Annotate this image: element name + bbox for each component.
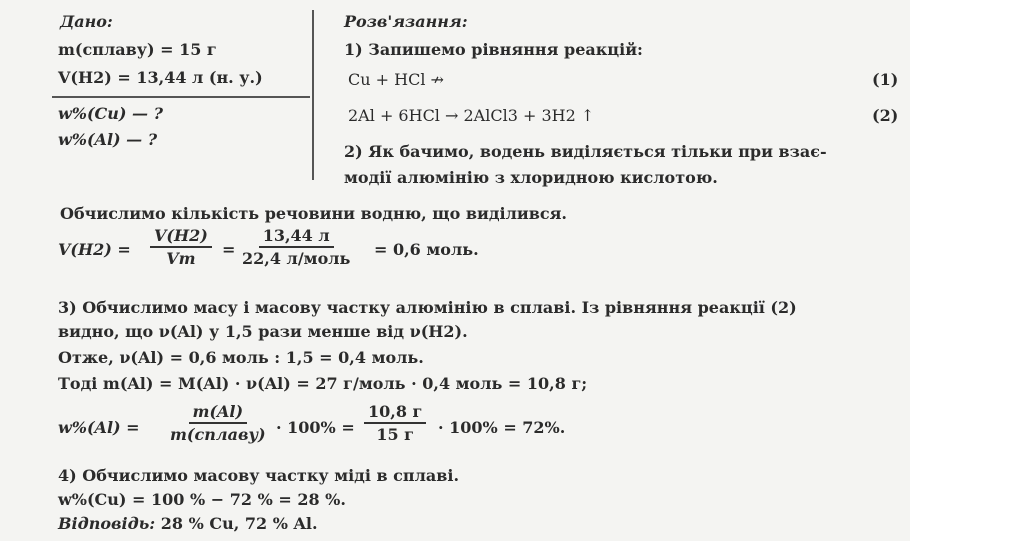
equals-sign: = (222, 240, 236, 259)
mass-fraction-lhs: w%(Al) = (58, 418, 140, 437)
fraction-numerator: m(Al) (189, 402, 248, 424)
fraction-values (238, 226, 354, 268)
answer-label: Відповідь: (58, 514, 156, 533)
fraction-numerator: 10,8 г (364, 402, 426, 424)
step3-line2: видно, що ν(Al) у 1,5 рази менше від ν(H2). (58, 322, 468, 341)
step3-line4: Тоді m(Al) = M(Al) · ν(Al) = 27 г/моль · 0,4 моль = 10,8 г; (58, 374, 588, 393)
fraction-numerator: V(H2) (150, 226, 212, 248)
mass-fraction-mid: · 100% = (276, 418, 355, 437)
calc-intro: Обчислимо кількість речовини водню, що виділився. (60, 204, 567, 223)
step3-line1: 3) Обчислимо масу і масову частку алюмінію в сплаві. Із рівняння реакції (2) (58, 298, 797, 317)
given-title: Дано: (60, 12, 113, 31)
fraction-denominator: m(сплаву) (170, 425, 266, 444)
step4-line2: w%(Cu) = 100 % − 72 % = 28 %. (58, 490, 346, 509)
answer-text: 28 % Cu, 72 % Al. (160, 514, 318, 533)
step4-line1: 4) Обчислимо масову частку міді в сплаві. (58, 466, 460, 485)
fraction-denominator: 22,4 л/моль (242, 249, 351, 268)
calc-result: = 0,6 моль. (374, 240, 479, 259)
answer (58, 514, 318, 534)
mass-fraction-result: · 100% = 72%. (438, 418, 566, 437)
given-divider (52, 96, 310, 98)
step2-line2: модії алюмінію з хлоридною кислотою. (344, 168, 718, 187)
fraction-denominator: Vm (166, 249, 196, 268)
reaction-2-number: (2) (872, 106, 899, 125)
fraction-numerator: 13,44 л (259, 226, 334, 248)
find-al: w%(Al) — ? (58, 130, 158, 149)
step2-line1: 2) Як бачимо, водень виділяється тільки при взає- (344, 142, 827, 161)
given-volume: V(H2) = 13,44 л (н. у.) (58, 68, 263, 87)
reaction-1: Cu + HCl ↛ (348, 70, 444, 89)
fraction-v-over-vm (150, 226, 212, 268)
fraction-denominator: 15 г (376, 425, 414, 444)
solution-title: Розв'язання: (344, 12, 468, 31)
reaction-2: 2Al + 6HCl → 2AlCl3 + 3H2 ↑ (348, 106, 595, 125)
calc-lhs: V(H2) = (58, 240, 131, 259)
given-mass: m(сплаву) = 15 г (58, 40, 217, 59)
find-cu: w%(Cu) — ? (58, 104, 163, 123)
fraction-mass-ratio (166, 402, 270, 444)
fraction-mass-values (364, 402, 426, 444)
given-separator (312, 10, 314, 180)
step3-line3: Отже, ν(Al) = 0,6 моль : 1,5 = 0,4 моль. (58, 348, 424, 367)
step1-text: 1) Запишемо рівняння реакцій: (344, 40, 643, 59)
reaction-1-number: (1) (872, 70, 899, 89)
